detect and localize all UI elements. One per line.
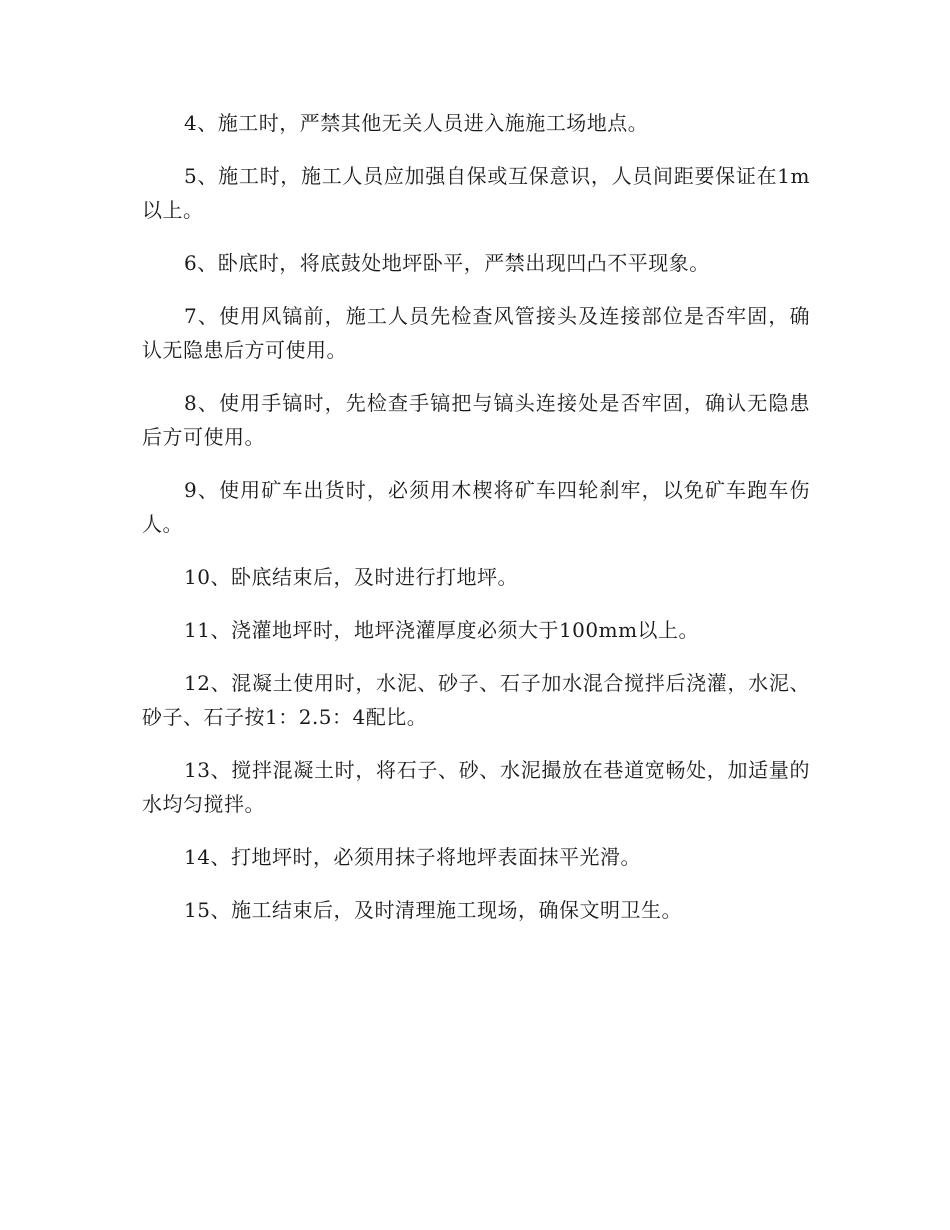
paragraph-item-13: 13、搅拌混凝土时，将石子、砂、水泥撮放在巷道宽畅处，加适量的水均匀搅拌。 — [142, 758, 810, 816]
paragraph-item-8: 8、使用手镐时，先检查手镐把与镐头连接处是否牢固，确认无隐患后方可使用。 — [142, 391, 810, 449]
paragraph-item-10: 10、卧底结束后，及时进行打地坪。 — [184, 565, 518, 589]
paragraph-item-5: 5、施工时，施工人员应加强自保或互保意识，人员间距要保证在1m以上。 — [142, 164, 810, 222]
document-body — [142, 106, 810, 946]
paragraph-item-14: 14、打地坪时，必须用抹子将地坪表面抹平光滑。 — [184, 845, 641, 869]
paragraph-item-7: 7、使用风镐前，施工人员先检查风管接头及连接部位是否牢固，确认无隐患后方可使用。 — [142, 304, 810, 362]
paragraph-item-12: 12、混凝土使用时，水泥、砂子、石子加水混合搅拌后浇灌，水泥、砂子、石子按1：2.5：4配比。 — [142, 671, 810, 729]
paragraph-item-6: 6、卧底时，将底鼓处地坪卧平，严禁出现凹凸不平现象。 — [184, 251, 710, 275]
paragraph-item-11: 11、浇灌地坪时，地坪浇灌厚度必须大于100mm以上。 — [184, 618, 700, 642]
paragraph-item-4: 4、施工时，严禁其他无关人员进入施施工场地点。 — [184, 111, 649, 135]
paragraph-item-9: 9、使用矿车出货时，必须用木楔将矿车四轮刹牢，以免矿车跑车伤人。 — [142, 478, 810, 536]
paragraph-item-15: 15、施工结束后，及时清理施工现场，确保文明卫生。 — [184, 898, 682, 922]
